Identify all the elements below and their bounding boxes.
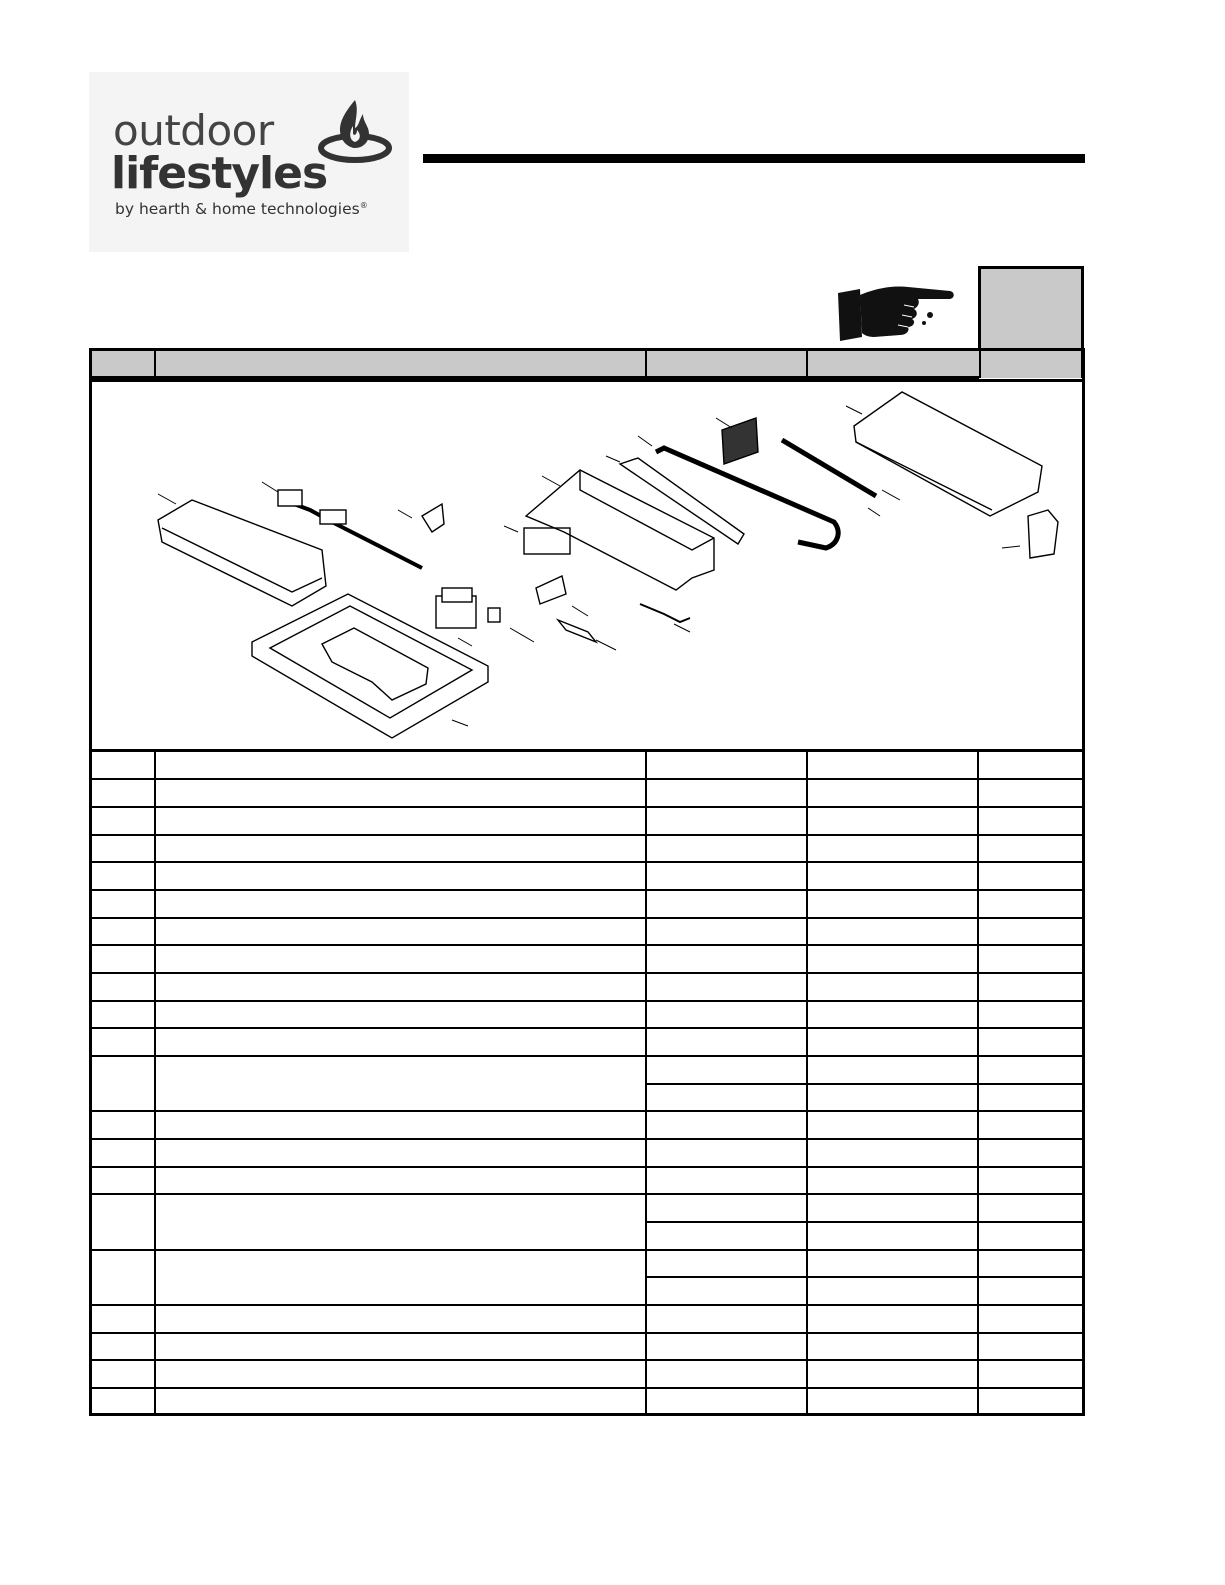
header-divider bbox=[806, 348, 808, 379]
hose-part bbox=[278, 498, 422, 568]
bracket-part bbox=[536, 576, 566, 604]
header-divider bbox=[645, 348, 647, 379]
brand-logo bbox=[89, 72, 409, 252]
callout-arrows bbox=[158, 406, 1020, 726]
row-divider bbox=[90, 778, 1084, 780]
row-divider bbox=[646, 1083, 1084, 1085]
row-divider bbox=[90, 1359, 1084, 1361]
title-rule bbox=[423, 154, 1085, 163]
row-divider bbox=[90, 1193, 1084, 1195]
igniter-part bbox=[640, 604, 690, 622]
exploded-parts-drawing bbox=[92, 382, 1082, 752]
row-divider bbox=[90, 1110, 1084, 1112]
cover-part bbox=[854, 392, 1042, 516]
fitting-part bbox=[278, 490, 302, 506]
exploded-diagram bbox=[92, 379, 1082, 752]
brand-line-1: outdoor bbox=[113, 106, 274, 155]
row-divider bbox=[90, 834, 1084, 836]
row-divider bbox=[90, 1027, 1084, 1029]
bracket-part bbox=[1028, 510, 1058, 558]
brand-tagline: by hearth & home technologies® bbox=[115, 200, 368, 218]
row-divider bbox=[90, 1055, 1084, 1057]
row-divider bbox=[90, 972, 1084, 974]
row-divider bbox=[646, 1221, 1084, 1223]
row-divider bbox=[90, 1138, 1084, 1140]
header-divider bbox=[154, 348, 156, 379]
table-header-row bbox=[89, 348, 979, 379]
row-divider bbox=[90, 1249, 1084, 1251]
row-divider bbox=[90, 861, 1084, 863]
row-divider bbox=[90, 917, 1084, 919]
row-divider bbox=[90, 806, 1084, 808]
row-divider bbox=[90, 1000, 1084, 1002]
column-divider bbox=[154, 752, 156, 1414]
row-divider bbox=[90, 1332, 1084, 1334]
row-divider bbox=[90, 1166, 1084, 1168]
rod-part bbox=[782, 440, 876, 496]
bracket-part bbox=[422, 504, 444, 532]
row-divider bbox=[90, 1387, 1084, 1389]
heat-shield-part bbox=[158, 500, 326, 606]
brand-line-2: lifestyles bbox=[111, 148, 328, 199]
row-divider bbox=[90, 889, 1084, 891]
pointing-hand-icon bbox=[834, 281, 958, 343]
row-divider bbox=[646, 1276, 1084, 1278]
row-divider bbox=[90, 1304, 1084, 1306]
row-divider bbox=[90, 944, 1084, 946]
burner-tube-part bbox=[656, 448, 838, 548]
strip-part bbox=[620, 458, 744, 544]
